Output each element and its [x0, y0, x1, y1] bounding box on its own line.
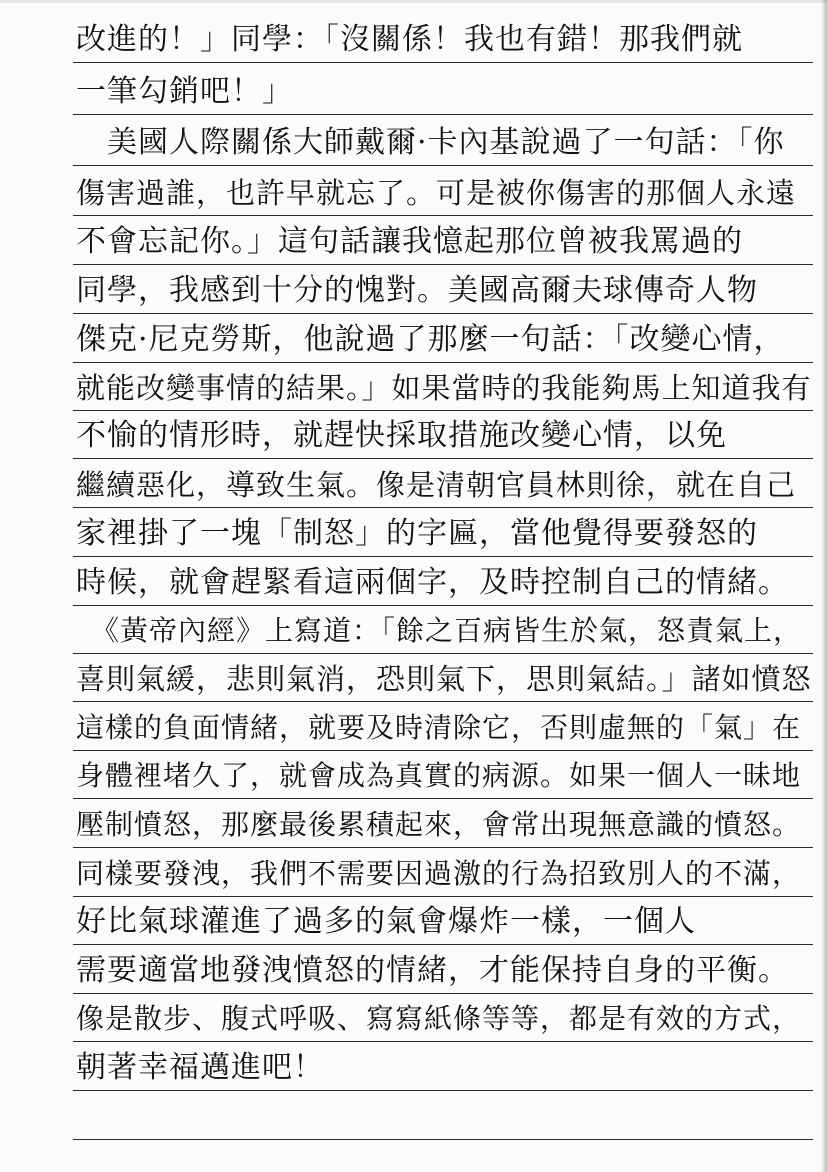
text-line: 時候，就會趕緊看這兩個字，及時控制自己的情緒。	[76, 565, 789, 600]
ruled-line	[73, 507, 813, 508]
ruled-line	[73, 114, 813, 115]
text-line: 壓制憤怒，那麼最後累積起來，會常出現無意識的憤怒。	[76, 808, 802, 841]
ruled-line	[73, 1139, 813, 1140]
ruled-line	[73, 605, 813, 606]
ruled-line	[73, 165, 813, 166]
text-line: 不愉的情形時，就趕快採取措施改變心情，以免	[76, 418, 727, 453]
text-line: 身體裡堵久了，就會成為真實的病源。如果一個人一昧地	[76, 759, 802, 792]
text-line: 好比氣球灌進了過多的氣會爆炸一樣，一個人	[76, 904, 696, 939]
text-line: 傷害過誰，也許早就忘了。可是被你傷害的那個人永遠	[76, 176, 797, 210]
ruled-line	[73, 750, 813, 751]
ruled-line	[73, 1090, 813, 1091]
ruled-line	[73, 362, 813, 363]
text-line: 美國人際關係大師戴爾·卡內基說過了一句話：「你	[76, 125, 785, 160]
text-line: 喜則氣緩，悲則氣消，恐則氣下，思則氣結。」諸如憤怒	[76, 662, 812, 696]
text-line: 朝著幸福邁進吧！	[76, 1050, 324, 1085]
ruled-line	[73, 993, 813, 994]
ruled-line	[73, 458, 813, 459]
ruled-line	[73, 62, 813, 63]
text-line: 像是散步、腹式呼吸、寫寫紙條等等，都是有效的方式，	[76, 1002, 802, 1035]
text-line: 《黃帝內經》上寫道：「餘之百病皆生於氣，怒責氣上，	[76, 614, 803, 647]
text-line: 家裡掛了一塊「制怒」的字匾，當他覺得要發怒的	[76, 516, 758, 551]
ruled-line	[73, 264, 813, 265]
page-right-edge	[821, 0, 827, 1172]
text-line: 改進的！」同學：「沒關係！我也有錯！那我們就	[76, 22, 743, 57]
text-line: 需要適當地發洩憤怒的情緒，才能保持自身的平衡。	[76, 953, 789, 988]
text-line: 同樣要發洩，我們不需要因過激的行為招致別人的不滿，	[76, 857, 802, 890]
text-line: 這樣的負面情緒，就要及時清除它，否則虛無的「氣」在	[76, 711, 802, 744]
text-line: 就能改變事情的結果。」如果當時的我能夠馬上知道我有	[76, 371, 812, 405]
ruled-line	[73, 1041, 813, 1042]
text-line: 同學，我感到十分的愧對。美國高爾夫球傳奇人物	[76, 273, 758, 308]
ruled-line	[73, 944, 813, 945]
ruled-line	[73, 556, 813, 557]
text-line: 不會忘記你。」這句話讓我憶起那位曾被我罵過的	[76, 224, 743, 259]
ruled-line	[73, 313, 813, 314]
ruled-line	[73, 410, 813, 411]
ruled-line	[73, 653, 813, 654]
page-top-edge	[0, 0, 827, 3]
ruled-line	[73, 847, 813, 848]
text-line: 一筆勾銷吧！」	[76, 74, 293, 109]
ruled-line	[73, 215, 813, 216]
ruled-line	[73, 701, 813, 702]
ruled-line	[73, 896, 813, 897]
ruled-line	[73, 798, 813, 799]
text-line: 繼續惡化，導致生氣。像是清朝官員林則徐，就在自己	[76, 468, 797, 502]
text-line: 傑克·尼克勞斯，他說過了那麼一句話：「改變心情，	[76, 322, 785, 357]
